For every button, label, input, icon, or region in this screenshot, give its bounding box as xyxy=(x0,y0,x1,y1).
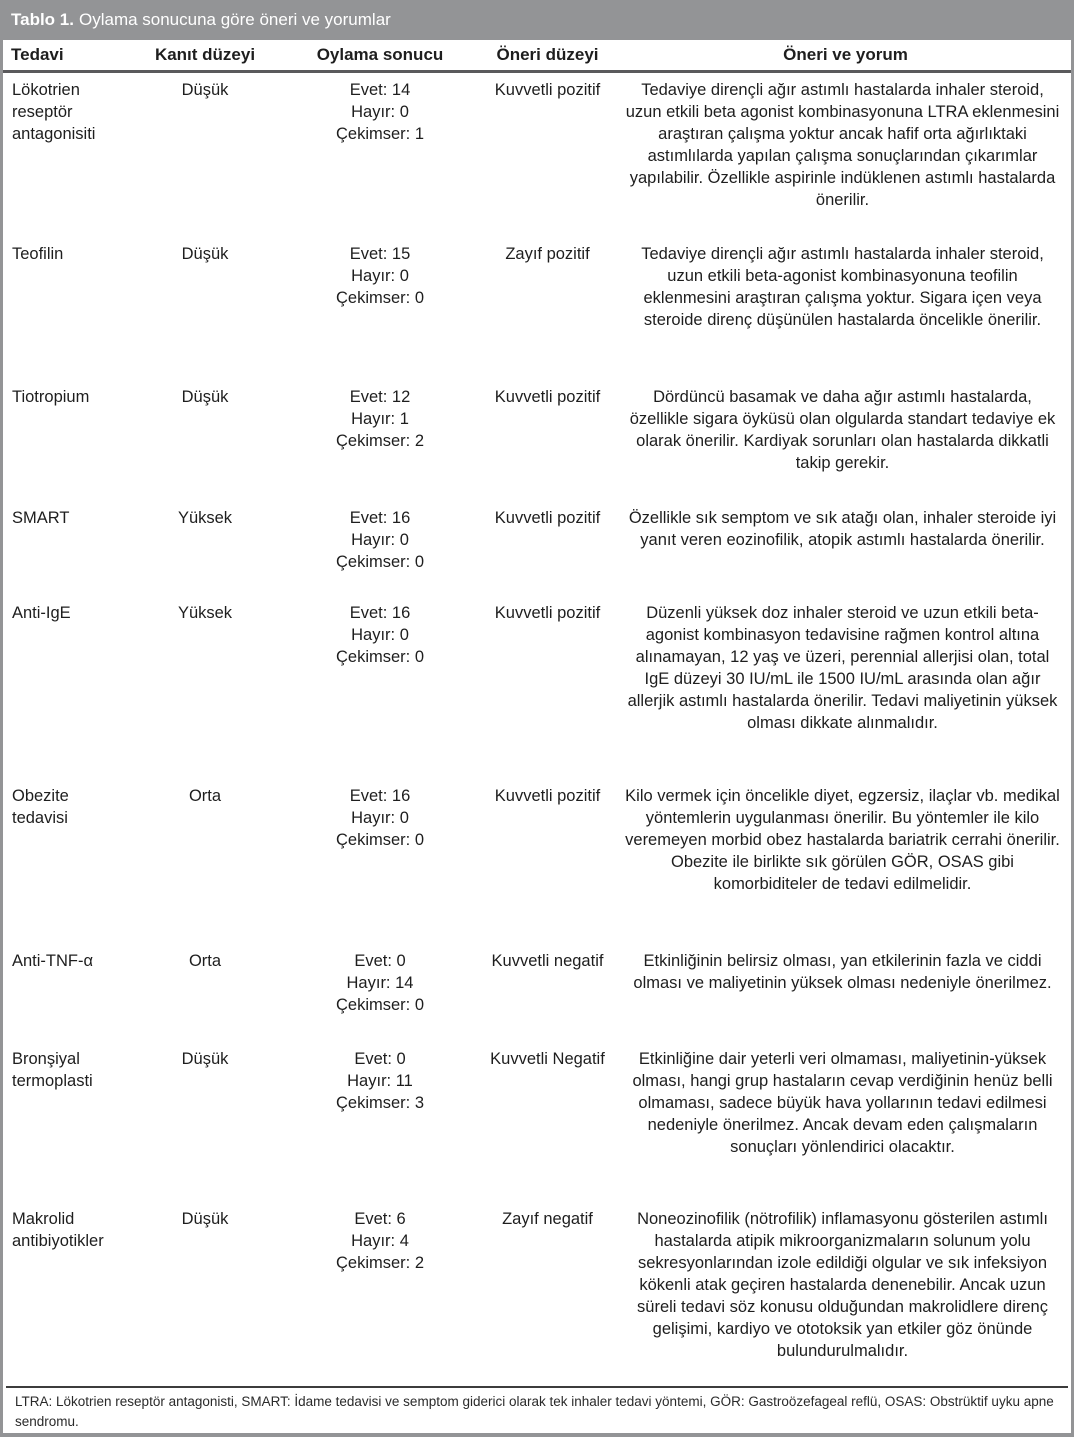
cell-oneri: Kuvvetli negatif xyxy=(491,951,604,970)
cell-tedavi: Obezite tedavisi xyxy=(12,786,69,827)
cell-yorum: Düzenli yüksek doz inhaler steroid ve uzun etkili beta-agonist kombinasyon tedavisine rağmen kontrol altına alınamayan, 12 yaş ve üzeri, perennial allerjisi olan, total IgE düzeyi 30 IU/mL ile 1500 IU/mL arasında olan ağır allerjik astımlı hastalarda önerilir. Tedavi maliyetinin yüksek olması dikkate alınmalıdır. xyxy=(627,603,1058,732)
cell-yorum: Noneozinofilik (nötrofilik) inflamasyonu gösterilen astımlı hastalarda atipik mikroorganizmaların solunum yolu sekresyonlarından izole edildiği olgular ve sık infeksiyon kökenli atak geçiren hastalarda denenebilir. Ancak uzun süreli tedavi söz konusu olduğundan makrolidlere direnç gelişimi, kardiyo ve ototoksik yan etkiler göz önünde bulundurulmalıdır. xyxy=(637,1209,1048,1360)
cell-yorum: Özellikle sık semptom ve sık atağı olan, inhaler steroide iyi yanıt veren eozinofilik, atopik astımlı hastalarda önerilir. xyxy=(628,508,1057,549)
recommendations-table xyxy=(3,40,1071,1382)
vote-evet: Evet: 0 xyxy=(354,1049,406,1068)
table-row xyxy=(3,380,1071,501)
cell-yorum: Dördüncü basamak ve daha ağır astımlı hastalarda, özellikle sigara öyküsü olan olgularda standart tedaviye ek olarak önerilir. Kardiyak sorunları olan hastalarda dikkatli takip gerekir. xyxy=(629,387,1056,472)
table-title-text: Oylama sonucuna göre öneri ve yorumlar xyxy=(78,10,391,29)
vote-hayir: Hayır: 4 xyxy=(351,1231,409,1250)
vote-cekimser: Çekimser: 2 xyxy=(335,431,425,450)
cell-yorum: Tedaviye dirençli ağır astımlı hastalarda inhaler steroid, uzun etkili beta agonist kombinasyonuna LTRA eklenmesini araştıran çalışma yoktur ancak hafif orta ağırlıktaki astımlılarda yapılan çalışma sonuçlarından çıkarımlar yapılabilir. Özellikle aspirinle indüklenen astımlı hastalarda önerilir. xyxy=(625,81,1060,209)
cell-tedavi: Anti-TNF-α xyxy=(12,951,94,970)
cell-tedavi: Tiotropium xyxy=(12,387,90,406)
vote-hayir: Hayır: 0 xyxy=(351,103,409,121)
cell-kanit: Orta xyxy=(188,951,222,970)
cell-kanit: Düşük xyxy=(181,387,229,406)
cell-oylama xyxy=(285,596,475,779)
cell-oneri: Kuvvetli pozitif xyxy=(494,786,601,805)
table-row xyxy=(3,72,1071,237)
vote-hayir: Hayır: 0 xyxy=(351,266,409,285)
cell-tedavi: Anti-IgE xyxy=(12,603,71,622)
cell-kanit: Orta xyxy=(188,786,222,805)
vote-cekimser: Çekimser: 0 xyxy=(335,647,425,666)
cell-tedavi: SMART xyxy=(12,508,70,527)
cell-oneri: Kuvvetli pozitif xyxy=(494,81,601,99)
cell-kanit: Düşük xyxy=(181,244,229,263)
cell-kanit: Yüksek xyxy=(177,508,233,527)
cell-oneri: Kuvvetli Negatif xyxy=(490,1049,605,1068)
vote-cekimser: Çekimser: 0 xyxy=(335,552,425,571)
cell-oylama xyxy=(285,944,475,1042)
table-row xyxy=(3,944,1071,1042)
vote-evet: Evet: 16 xyxy=(349,786,411,805)
table-row xyxy=(3,596,1071,779)
vote-hayir: Hayır: 0 xyxy=(351,808,409,827)
vote-evet: Evet: 6 xyxy=(354,1209,406,1228)
cell-yorum: Etkinliğinin belirsiz olması, yan etkilerinin fazla ve ciddi olması ve maliyetinin yüksek olması nedeniyle önerilmez. xyxy=(633,951,1052,992)
vote-hayir: Hayır: 0 xyxy=(351,625,409,644)
table-row xyxy=(3,501,1071,596)
header-row xyxy=(3,40,1071,72)
table-title-label: Tablo 1. xyxy=(11,10,74,29)
header-tedavi: Tedavi xyxy=(3,40,125,72)
vote-hayir: Hayır: 1 xyxy=(351,409,409,428)
header-oylama-sonucu: Oylama sonucu xyxy=(285,40,475,72)
table-row xyxy=(3,779,1071,944)
header-oneri-ve-yorum: Öneri ve yorum xyxy=(620,40,1071,72)
vote-cekimser: Çekimser: 0 xyxy=(335,830,425,849)
cell-yorum: Kilo vermek için öncelikle diyet, egzersiz, ilaçlar vb. medikal yöntemlerin uygulanması önerilir. Bu yöntemler ile kilo veremeyen morbid obez hastalarda bariatrik cerrahi önerilir. Obezite ile birlikte sık görülen GÖR, OSAS gibi komorbiditeler de tedavi edilmelidir. xyxy=(625,786,1060,893)
cell-tedavi: Bronşiyal termoplasti xyxy=(12,1049,93,1090)
vote-evet: Evet: 16 xyxy=(349,603,411,622)
header-kanit-duzeyi: Kanıt düzeyi xyxy=(125,40,285,72)
cell-oylama xyxy=(285,1042,475,1202)
cell-kanit: Düşük xyxy=(181,81,229,99)
cell-yorum: Etkinliğine dair yeterli veri olmaması, maliyetinin-yüksek olması, hangi grup hastaların cevap verdiğinin henüz belli olmaması, sadece büyük hava yollarının tedavi edilmesi nedeniyle önerilmez. Ancak devam eden çalışmaların sonuçları yönlendirici olacaktır. xyxy=(632,1049,1053,1156)
cell-kanit: Düşük xyxy=(181,1049,229,1068)
table-title xyxy=(0,0,1074,40)
vote-evet: Evet: 0 xyxy=(354,951,406,970)
cell-oneri: Kuvvetli pozitif xyxy=(494,508,601,527)
vote-hayir: Hayır: 14 xyxy=(346,973,414,992)
cell-oneri: Zayıf negatif xyxy=(502,1209,593,1228)
cell-oneri: Kuvvetli pozitif xyxy=(494,387,601,406)
vote-cekimser: Çekimser: 0 xyxy=(335,288,425,307)
vote-evet: Evet: 12 xyxy=(349,387,411,406)
table-row xyxy=(3,1202,1071,1382)
cell-oylama xyxy=(285,380,475,501)
cell-yorum: Tedaviye dirençli ağır astımlı hastalarda inhaler steroid, uzun etkili beta-agonist kombinasyonuna teofilin eklenmesini araştıran çalışma yoktur. Sigara içen veya steroide direnç düşünülen hastalarda öncelikle önerilir. xyxy=(641,244,1044,329)
vote-hayir: Hayır: 11 xyxy=(347,1071,413,1090)
table-footnote: LTRA: Lökotrien reseptör antagonisti, SMART: İdame tedavisi ve semptom giderici olarak tek inhaler tedavi yöntemi, GÖR: Gastroözefageal reflü, OSAS: Obstrüktif uyku apne sendromu. xyxy=(6,1386,1068,1432)
table-row xyxy=(3,237,1071,380)
cell-oylama xyxy=(285,72,475,237)
cell-oneri: Zayıf pozitif xyxy=(505,244,590,263)
cell-kanit: Yüksek xyxy=(177,603,233,622)
vote-cekimser: Çekimser: 2 xyxy=(335,1253,425,1272)
cell-oylama xyxy=(285,501,475,596)
vote-evet: Evet: 16 xyxy=(349,508,411,527)
vote-evet: Evet: 14 xyxy=(349,81,411,99)
vote-cekimser: Çekimser: 3 xyxy=(335,1093,425,1112)
vote-cekimser: Çekimser: 0 xyxy=(335,995,425,1014)
cell-oneri: Kuvvetli pozitif xyxy=(494,603,601,622)
vote-evet: Evet: 15 xyxy=(349,244,411,263)
cell-oylama xyxy=(285,237,475,380)
cell-kanit: Düşük xyxy=(181,1209,229,1228)
cell-tedavi: Lökotrien reseptör antagonisiti xyxy=(12,81,96,143)
vote-hayir: Hayır: 0 xyxy=(351,530,409,549)
cell-oylama xyxy=(285,1202,475,1382)
cell-tedavi: Makrolid antibiyotikler xyxy=(12,1209,104,1250)
table-row xyxy=(3,1042,1071,1202)
header-oneri-duzeyi: Öneri düzeyi xyxy=(475,40,620,72)
vote-cekimser: Çekimser: 1 xyxy=(335,125,425,143)
cell-oylama xyxy=(285,779,475,944)
cell-tedavi: Teofilin xyxy=(12,244,64,263)
